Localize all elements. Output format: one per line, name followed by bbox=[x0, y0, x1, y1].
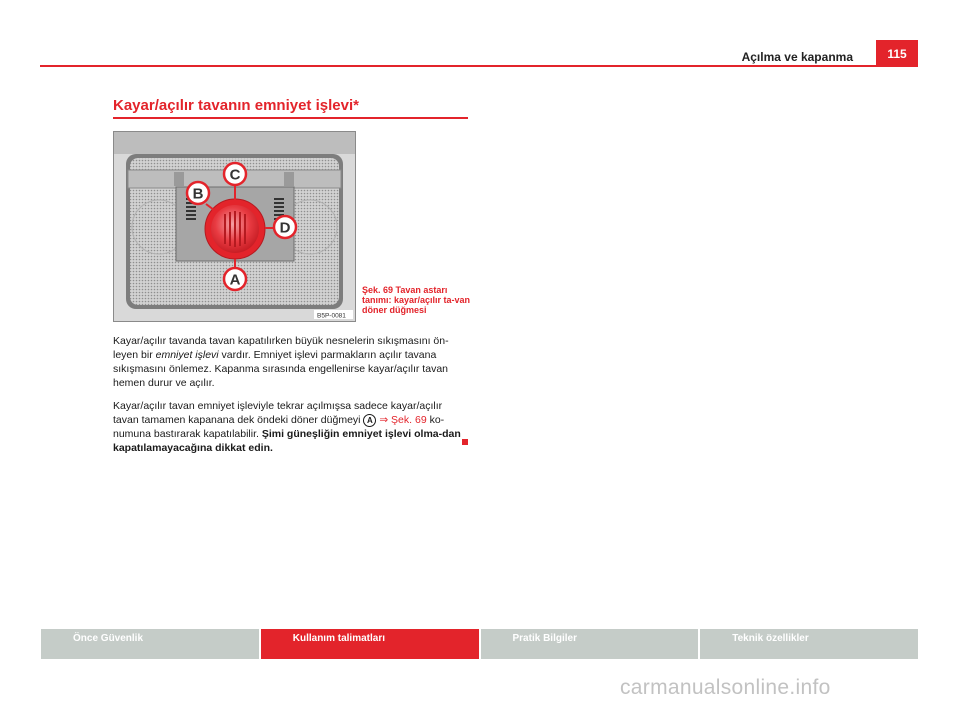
roof-console-illustration bbox=[114, 132, 355, 321]
warning-text: Şimi güneşliğin emniyet işlevi olma-dan kapatılamayacağına dikkat edin. bbox=[113, 428, 461, 454]
paragraph-1: Kayar/açılır tavanda tavan kapatılırken büyük nesnelerin sıkışmasını ön-leyen bir emniyet işlevi vardır. Emniyet işlevi parmakların açılır tavana sıkışmasını önlemez. Kapanma sırasında engellenirse kayar/açılır tavan hemen durur ve açılır. bbox=[113, 335, 449, 389]
emphasis-term: emniyet işlevi bbox=[155, 349, 219, 361]
figure-code: B5P-0081 bbox=[317, 312, 346, 320]
label-c: C bbox=[229, 166, 241, 184]
label-b: B bbox=[192, 185, 204, 203]
header-title: Açılma ve kapanma bbox=[741, 50, 853, 64]
label-b-marker bbox=[187, 182, 209, 204]
section-end-marker bbox=[462, 439, 468, 445]
section-divider bbox=[113, 117, 468, 119]
tab-once-guvenlik[interactable]: Önce Güvenlik bbox=[41, 629, 259, 659]
watermark: carmanualsonline.info bbox=[620, 676, 831, 699]
label-a: A bbox=[229, 271, 241, 289]
tab-pratik-bilgiler[interactable]: Pratik Bilgiler bbox=[481, 629, 699, 659]
tab-kullanim-talimatlari[interactable]: Kullanım talimatları bbox=[261, 629, 479, 659]
figure-caption: Şek. 69 Tavan astarı tanımı: kayar/açılır ta-van döner düğmesi bbox=[362, 285, 471, 315]
paragraph-2: Kayar/açılır tavan emniyet işleviyle tekrar açılmışsa sadece kayar/açılır tavan tamamen kapanana dek öndeki döner düğmeyi A ⇒ Şek. 69 ko-numuna bastırarak kapatılabilir. Şimi güneşliğin emniyet işlevi olma-dan kapatılamayacağına dikkat edin. bbox=[113, 400, 461, 454]
label-d: D bbox=[279, 219, 291, 237]
figure-reference-link[interactable]: ⇒ Şek. 69 bbox=[376, 414, 427, 426]
label-d-marker bbox=[274, 216, 296, 238]
circled-a-icon: A bbox=[363, 414, 376, 427]
roof-console-figure bbox=[113, 131, 356, 322]
header-divider bbox=[40, 65, 918, 67]
tab-teknik-ozellikler[interactable]: Teknik özellikler bbox=[700, 629, 918, 659]
page-number: 115 bbox=[876, 40, 918, 67]
label-a-marker bbox=[224, 268, 246, 290]
label-c-marker bbox=[224, 163, 246, 185]
section-title: Kayar/açılır tavanın emniyet işlevi* bbox=[113, 97, 359, 114]
footer-nav bbox=[41, 629, 918, 659]
body-text bbox=[113, 334, 469, 464]
